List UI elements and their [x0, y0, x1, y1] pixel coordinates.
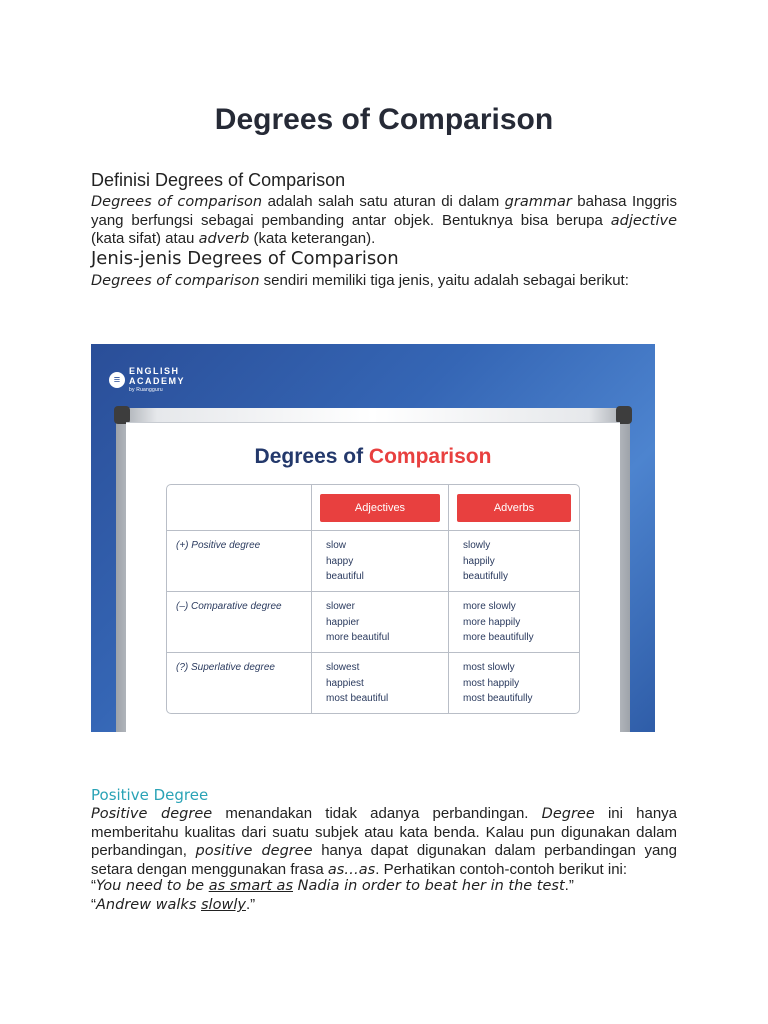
row-label: (+) Positive degree: [167, 531, 312, 592]
table-header-adjectives: [312, 485, 449, 531]
example-text: Nadia in order to beat her in the test: [293, 878, 565, 894]
example-text: You need to be: [96, 878, 209, 894]
text: (kata keterangan).: [249, 230, 376, 247]
italic-term: as…as: [327, 861, 376, 878]
table-row: [167, 653, 579, 713]
adjective-cell: [312, 592, 449, 653]
types-paragraph: [91, 272, 677, 291]
adverbs-pill: Adverbs: [457, 494, 571, 522]
word: happiest: [326, 677, 364, 689]
text: ini hanya memberitahu kualitas dari suatu subjek atau kata benda. Kalau pun digunakan dalam perbandingan,: [91, 805, 678, 859]
whiteboard: [126, 422, 620, 732]
positive-degree-paragraph: [91, 805, 677, 879]
word: slowest: [326, 662, 360, 673]
word: more beautifully: [463, 632, 534, 643]
example-sentence-2: [91, 896, 255, 915]
word: happy: [326, 555, 354, 567]
italic-term: Positive degree: [91, 806, 213, 822]
board-title-part1: Degrees of: [254, 445, 369, 468]
quote-mark: .”: [245, 896, 256, 913]
word: more beautiful: [326, 632, 390, 643]
example-sentence-1: [91, 877, 574, 896]
board-title: [126, 445, 620, 469]
text: menandakan tidak adanya perbandingan.: [212, 805, 542, 822]
italic-term: Degrees of comparison: [91, 194, 263, 210]
example-underlined: slowly: [201, 897, 246, 913]
comparison-table: [166, 484, 580, 714]
section-heading-definition: Definisi Degrees of Comparison: [91, 170, 346, 190]
word: most beautifully: [463, 693, 533, 704]
table-header-adverbs: [449, 485, 579, 531]
word: more slowly: [463, 601, 516, 612]
quote-mark: .”: [564, 877, 574, 894]
text: . Perhatikan contoh-contoh berikut ini:: [375, 860, 628, 878]
italic-term: grammar: [504, 194, 572, 210]
table-header-empty: [167, 485, 312, 531]
italic-term: Degree: [541, 806, 595, 822]
quote-mark: “: [91, 877, 96, 894]
adjective-cell: [312, 653, 449, 713]
word: beautifully: [463, 571, 509, 582]
adjective-cell: [312, 531, 449, 592]
word: more happily: [463, 616, 521, 628]
logo-icon: ≡: [109, 372, 125, 388]
word: slowly: [463, 540, 491, 551]
word: slow: [326, 540, 347, 551]
word: most beautiful: [326, 693, 389, 704]
adverb-cell: [449, 592, 579, 653]
degrees-infographic: [91, 344, 655, 732]
italic-term: positive degree: [195, 843, 313, 859]
adverb-cell: [449, 653, 579, 713]
example-text: Andrew walks: [96, 897, 201, 913]
table-row: [167, 531, 579, 592]
section-heading-positive-degree: Positive Degree: [91, 786, 209, 804]
table-header-row: [167, 485, 579, 531]
word: beautiful: [326, 571, 364, 582]
italic-term: Degrees of comparison: [91, 273, 260, 289]
row-label: (–) Comparative degree: [167, 592, 312, 653]
word: slower: [326, 601, 355, 612]
italic-term: adverb: [198, 231, 250, 247]
word: most happily: [463, 677, 520, 689]
section-heading-types: Jenis-jenis Degrees of Comparison: [91, 248, 399, 269]
page-title: Degrees of Comparison: [214, 103, 554, 136]
row-label: (?) Superlative degree: [167, 653, 312, 713]
table-row: [167, 592, 579, 653]
text: hanya dapat digunakan dalam perbandingan yang setara dengan menggunakan frasa: [91, 842, 677, 878]
english-academy-logo: [109, 366, 185, 393]
text: sendiri memiliki tiga jenis, yaitu adalah sebagai berikut:: [259, 272, 629, 289]
text: bahasa Inggris yang berfungsi sebagai pembanding antar objek. Bentuknya bisa berupa: [91, 193, 677, 229]
adjectives-pill: Adjectives: [320, 494, 440, 522]
text: (kata sifat) atau: [91, 230, 199, 247]
example-underlined: as smart as: [208, 878, 293, 894]
italic-term: adjective: [610, 212, 677, 229]
definition-paragraph: [91, 193, 677, 249]
logo-sub: by Ruangguru: [129, 387, 163, 393]
logo-line1: ENGLISH: [129, 366, 180, 376]
board-title-part2: Comparison: [368, 445, 492, 468]
logo-line2: ACADEMY: [129, 376, 186, 386]
whiteboard-frame: [116, 408, 630, 732]
word: happier: [326, 616, 360, 628]
adverb-cell: [449, 531, 579, 592]
word: most slowly: [463, 662, 515, 673]
text: adalah salah satu aturan di dalam: [262, 193, 505, 210]
quote-mark: “: [91, 896, 96, 913]
word: happily: [463, 555, 495, 567]
